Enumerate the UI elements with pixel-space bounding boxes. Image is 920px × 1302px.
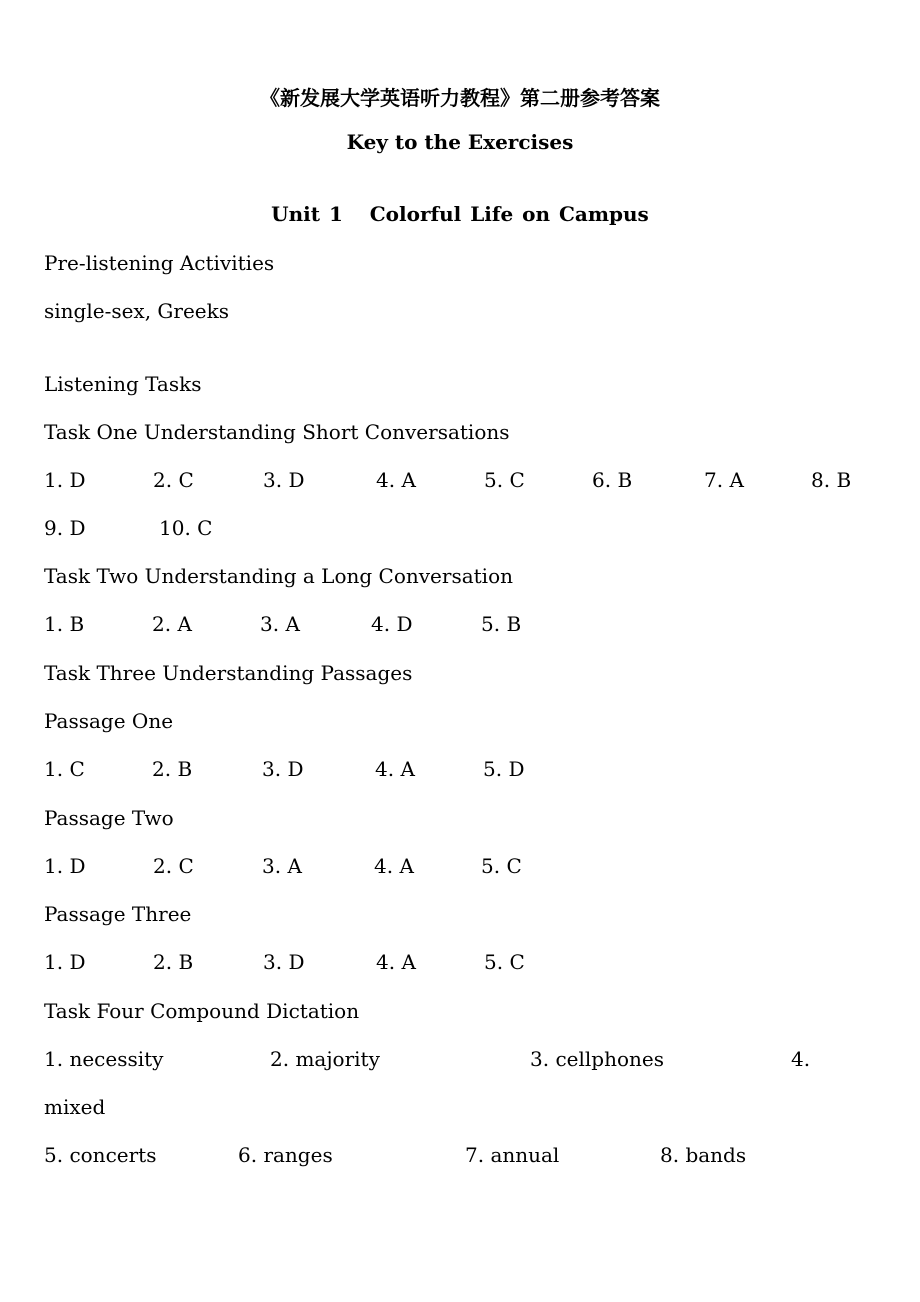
- answer-item: 5. C: [484, 950, 525, 974]
- answer-item: 3. D: [263, 950, 305, 974]
- answer-item: 4. D: [371, 612, 413, 636]
- answer-item: 5. concerts: [44, 1143, 157, 1167]
- task-four-answer-wrap: mixed: [44, 1095, 106, 1119]
- answer-item: 3. cellphones: [530, 1047, 664, 1071]
- answer-item: 2. B: [152, 757, 193, 781]
- answer-item: 8. bands: [660, 1143, 747, 1167]
- answer-item: 3. A: [262, 854, 302, 878]
- answer-item: 5. B: [481, 612, 522, 636]
- answer-item: 3. D: [262, 757, 304, 781]
- task-two-heading: Task Two Understanding a Long Conversation: [44, 564, 513, 588]
- answer-item: 10. C: [159, 516, 213, 540]
- answer-item: 2. C: [153, 468, 194, 492]
- answer-item: 4. A: [375, 757, 415, 781]
- answer-item: 1. D: [44, 854, 86, 878]
- answer-item: 5. C: [484, 468, 525, 492]
- answer-item: 1. necessity: [44, 1047, 164, 1071]
- answer-item: 3. A: [260, 612, 300, 636]
- document-title-english: Key to the Exercises: [346, 130, 574, 154]
- answer-item: 5. C: [481, 854, 522, 878]
- answer-item: 2. majority: [270, 1047, 380, 1071]
- answer-item: 4. A: [376, 468, 416, 492]
- answer-item: 8. B: [811, 468, 852, 492]
- answer-item: 1. D: [44, 950, 86, 974]
- pre-listening-answer: single-sex, Greeks: [44, 299, 230, 323]
- answer-item: 1. D: [44, 468, 86, 492]
- answer-item: 4. A: [376, 950, 416, 974]
- task-four-heading: Task Four Compound Dictation: [44, 999, 360, 1023]
- answer-item: 4.: [791, 1047, 811, 1071]
- document-title-chinese: 《新发展大学英语听力教程》第二册参考答案: [260, 86, 660, 110]
- answer-item: 1. C: [44, 757, 85, 781]
- answer-item: 1. B: [44, 612, 85, 636]
- answer-item: 7. A: [704, 468, 744, 492]
- answer-item: 5. D: [483, 757, 525, 781]
- task-one-heading: Task One Understanding Short Conversations: [44, 420, 510, 444]
- listening-tasks-heading: Listening Tasks: [44, 372, 202, 396]
- answer-item: 4. A: [374, 854, 414, 878]
- answer-item: 6. B: [592, 468, 633, 492]
- passage-three-heading: Passage Three: [44, 902, 192, 926]
- unit-title: Unit 1 Colorful Life on Campus: [271, 202, 649, 226]
- answer-item: 2. A: [152, 612, 192, 636]
- answer-item: 3. D: [263, 468, 305, 492]
- answer-item: 6. ranges: [238, 1143, 333, 1167]
- passage-two-heading: Passage Two: [44, 806, 174, 830]
- answer-item: 2. B: [153, 950, 194, 974]
- answer-item: 7. annual: [465, 1143, 560, 1167]
- pre-listening-heading: Pre-listening Activities: [44, 251, 275, 275]
- answer-item: 2. C: [153, 854, 194, 878]
- passage-one-heading: Passage One: [44, 709, 174, 733]
- task-three-heading: Task Three Understanding Passages: [44, 661, 413, 685]
- answer-item: 9. D: [44, 516, 86, 540]
